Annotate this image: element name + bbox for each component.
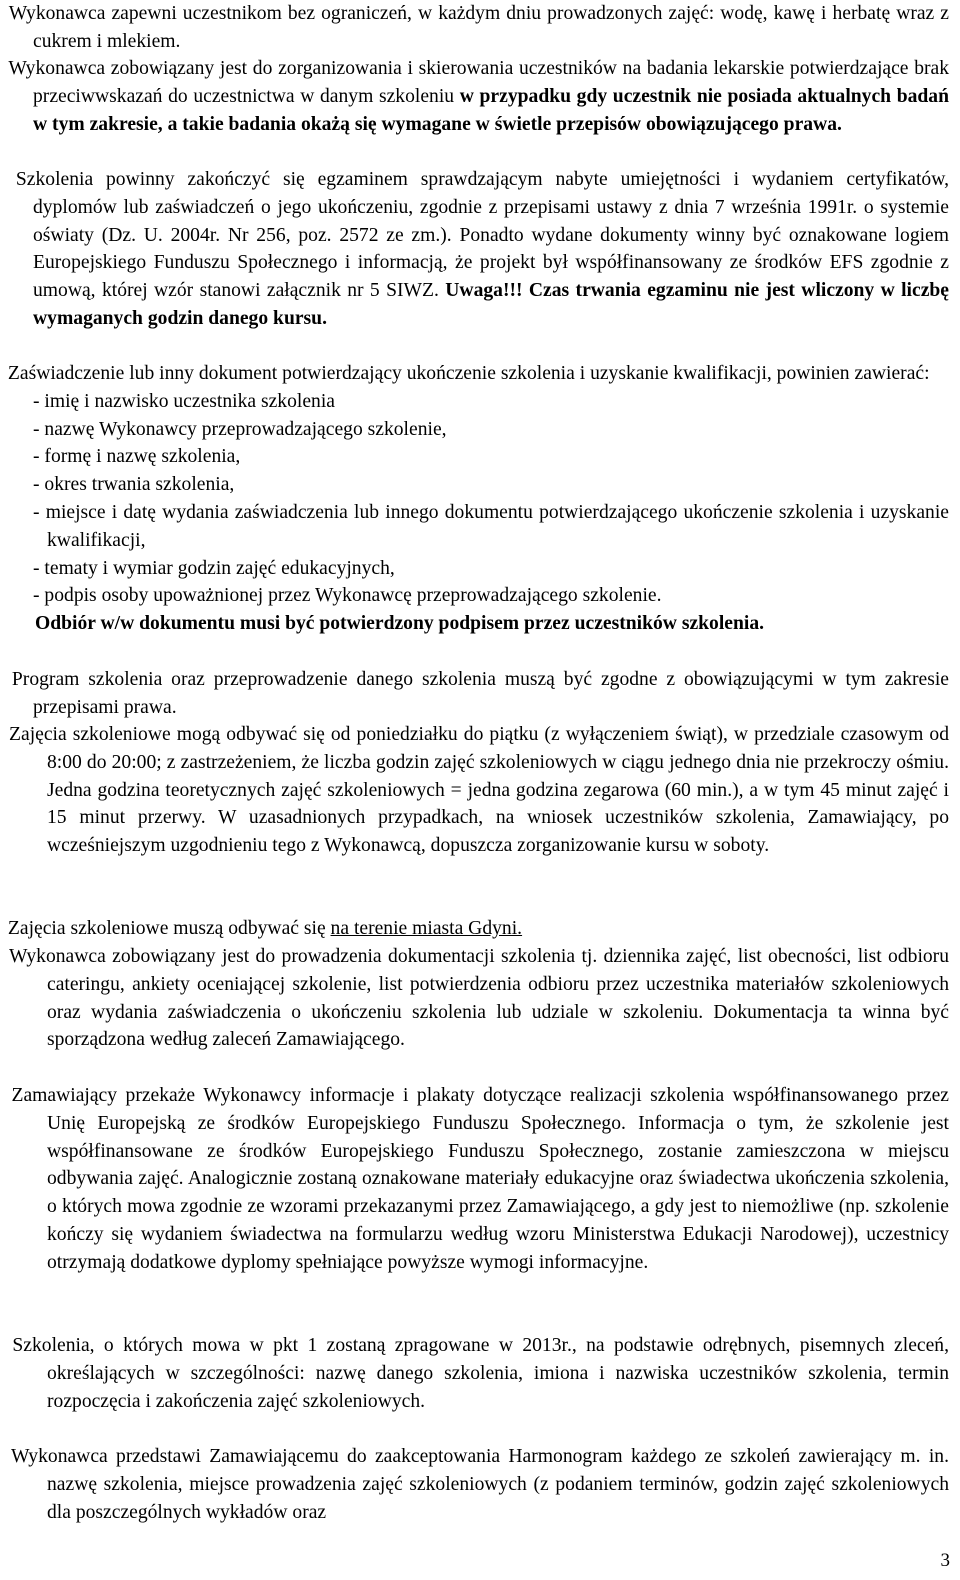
list-item: [0, 721, 960, 860]
sub-list-item: - miejsce i datę wydania zaświadczenia lub innego dokumentu potwierdzającego ukończenie szkolenia i uzyskanie kwalifikacji,: [33, 501, 949, 551]
list-item: [0, 360, 960, 638]
sub-list-item: - podpis osoby upoważnionej przez Wykonawcę przeprowadzającego szkolenie.: [33, 585, 662, 607]
item-text: Zajęcia szkoleniowe muszą odbywać się: [7, 918, 326, 939]
list-item: [0, 1443, 960, 1526]
list-item: [0, 1332, 960, 1415]
item-bold-text: w przypadku gdy uczestnik nie posiada aktualnych badań w tym zakresie, a takie badania okażą się wymagane w świetle przepisów obowiązującego prawa.: [33, 85, 949, 135]
sub-list-item: - tematy i wymiar godzin zajęć edukacyjnych,: [33, 557, 395, 579]
item-text: Szkolenia, o których mowa w pkt 1 zostaną zpragowane w 2013r., na podstawie odrębnych, pisemnych zleceń, określających w szczególności: nazwę danego szkolenia, imiona i nazwiska uczestników szkolenia, termin rozpoczęcia i zakończenia zajęć szkoleniowych.: [12, 1335, 949, 1412]
item-text: Wykonawca zapewni uczestnikom bez ograniczeń, w każdym dniu prowadzonych zajęć: wodę, kawę i herbatę wraz z cukrem i mlekiem.: [8, 3, 949, 52]
item-bold-text: Odbiór w/w dokumentu musi być potwierdzony podpisem przez uczestników szkolenia.: [35, 613, 765, 635]
item-text: Program szkolenia oraz przeprowadzenie danego szkolenia muszą być zgodne z obowiązującymi w tym zakresie przepisami prawa.: [11, 669, 949, 718]
list-item: [0, 915, 960, 943]
certificate-contents-list: [0, 388, 960, 638]
list-item: [0, 1082, 960, 1277]
item-text: Wykonawca przedstawi Zamawiającemu do zaakceptowania Harmonogram każdego ze szkoleń zawierający m. in. nazwę szkolenia, miejsce prowadzenia zajęć szkoleniowych (z podaniem terminów, godzin zajęć szkoleniowych dla poszczególnych wykładów oraz: [10, 1446, 949, 1523]
sub-list-item: - imię i nazwisko uczestnika szkolenia: [33, 390, 335, 412]
item-text: Wykonawca zobowiązany jest do prowadzenia dokumentacji szkolenia tj. dziennika zajęć, list obecności, list odbioru cateringu, ankiety oceniającej szkolenie, list potwierdzenia odbioru przez uczestnika materiałów szkoleniowych oraz wydania zaświadczenia o ukończeniu szkolenia lub udziale w szkoleniu. Dokumentacja ta winna być sporządzona według zaleceń Zamawiającego.: [9, 946, 950, 1051]
item-text: Wykonawca zobowiązany jest do zorganizowania i skierowania uczestników na badania lekarskie potwierdzające brak przeciwwskazań do uczestnictwa w danym szkoleniu: [8, 58, 950, 107]
list-item: [0, 666, 960, 722]
item-text: Zamawiający przekaże Wykonawcy informacje i plakaty dotyczące realizacji szkolenia współfinansowanego przez Unię Europejską ze środków Europejskiego Funduszu Społecznego. Informacja o tym, że szkolenie jest współfinansowane ze środków Europejskiego Funduszu Społecznego, zostanie zamieszczona w miejscu odbywania zajęć. Analogicznie zostaną oznakowane materiały edukacyjne oraz świadectwa ukończenia szkolenia, o których mowa zgodnie ze wzorami przekazanymi przez Zamawiającego, a gdy jest to niemożliwe (np. szkolenie kończy się wydaniem świadectwa na formularzu według wzoru Ministerstwa Edukacji Narodowej), uczestnicy otrzymają dodatkowe dyplomy spełniające powyższe wymogi informacyjne.: [11, 1085, 949, 1273]
list-item: [0, 166, 960, 333]
page-number: 3: [940, 1550, 950, 1571]
list-item: [0, 943, 960, 1054]
item-underlined-text: na terenie miasta Gdyni.: [330, 918, 523, 939]
item-text: Szkolenia powinny zakończyć się egzaminem sprawdzającym nabyte umiejętności i wydaniem certyfikatów, dyplomów lub zaświadczeń o jego ukończeniu, zgodnie z przepisami ustawy z dnia 7 września 1991r. o systemie oświaty (Dz. U. 2004r. Nr 256, poz. 2572 ze zm.). Ponadto wydane dokumenty winny być oznakowane logiem Europejskiego Funduszu Społecznego i informacją, że projekt był współfinansowany ze środków EFS zgodnie z umową, której wzór stanowi załącznik nr 5 SIWZ.: [15, 169, 949, 302]
item-text: Zajęcia szkoleniowe mogą odbywać się od poniedziałku do piątku (z wyłączeniem świąt), w przedziale czasowym od 8:00 do 20:00; z zastrzeżeniem, że liczba godzin zajęć szkoleniowych w ciągu jednego dnia nie przekroczy ośmiu. Jedna godzina teoretycznych zajęć szkoleniowych = jedna godzina zegarowa (60 min.), a w tym 45 minut zajęć i 15 minut przerwy. W uzasadnionych przypadkach, na wniosek uczestników szkolenia, Zamawiający, po wcześniejszym uzgodnieniu tego z Wykonawcą, dopuszcza zorganizowanie kursu w soboty.: [9, 724, 949, 857]
sub-list-item: - nazwę Wykonawcy przeprowadzającego szkolenie,: [33, 418, 447, 440]
list-item: [0, 55, 960, 138]
item-bold-text: Uwaga!!! Czas trwania egzaminu nie jest wliczony w liczbę wymaganych godzin danego kursu.: [33, 280, 949, 329]
list-item: [0, 0, 960, 56]
sub-list-item: - formę i nazwę szkolenia,: [33, 446, 241, 468]
sub-list-item: - okres trwania szkolenia,: [33, 474, 235, 496]
item-text: Zaświadczenie lub inny dokument potwierdzający ukończenie szkolenia i uzyskanie kwalifikacji, powinien zawierać:: [7, 363, 930, 384]
